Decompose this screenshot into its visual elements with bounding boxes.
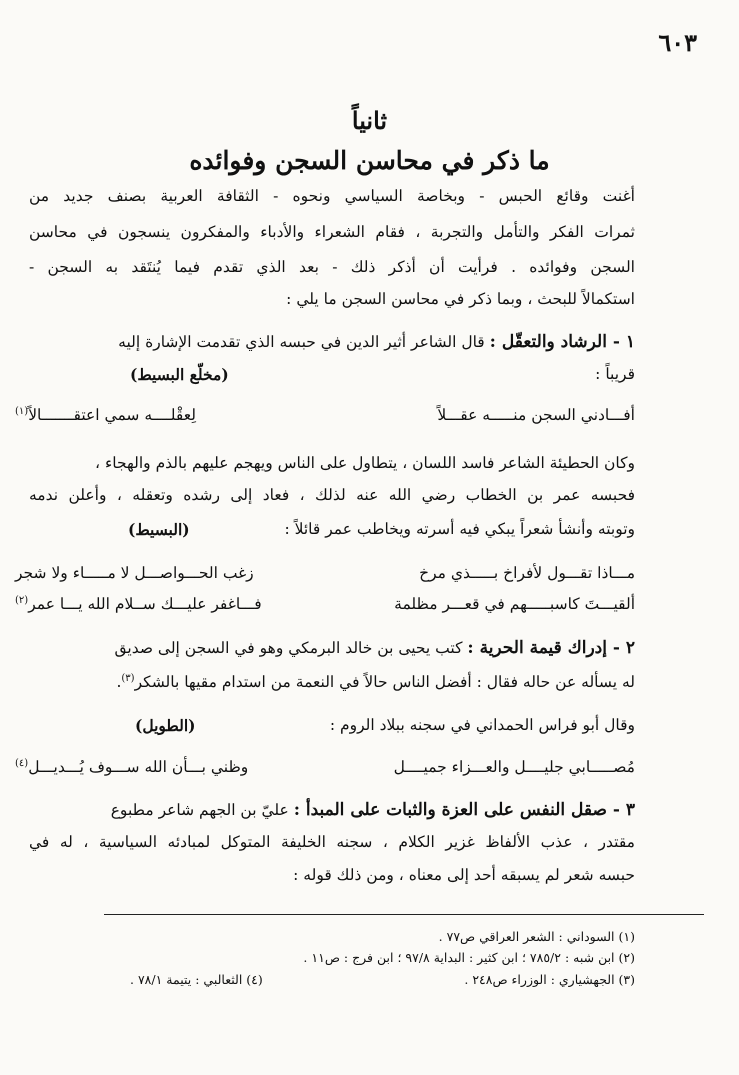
item1-meter-2: (البسيط) bbox=[128, 520, 190, 539]
hutayah-line-1: وكان الحطيئة الشاعر فاسد اللسان ، يتطاول على الناس ويهجم عليهم بالذم والهجاء ، bbox=[95, 454, 635, 472]
footnote-1: (١) السوداني : الشعر العراقي ص٧٧ . bbox=[438, 929, 635, 944]
footnote-4: (٤) الثعالبي : يتيمة ٧٨/١ . bbox=[130, 972, 263, 987]
item1-second-line: قريباً : bbox=[595, 365, 635, 383]
intro-line-2: ثمرات الفكر والتأمل والتجربة ، فقام الشعراء والأدباء والمفكرون ينسجون في محاسن bbox=[29, 223, 635, 241]
intro-line-3: السجن وفوائده . فرأيت أن أذكر ذلك - بعد الذي تقدم فيما يُنتَقد به السجن - bbox=[29, 258, 635, 276]
hutayah-verse-1-second: زغب الحـــواصـــل لا مـــــاء ولا شجر bbox=[15, 564, 254, 582]
item2-text: كتب يحيى بن خالد البرمكي وهو في السجن إلى صديق bbox=[114, 639, 463, 657]
item2-title: ٢ - إدراك قيمة الحرية : bbox=[467, 638, 635, 658]
footnote-2: (٢) ابن شبه : ٧٨٥/٢ ؛ ابن كثير : البداية ٩٧/٨ ؛ ابن فرج : ص١١ . bbox=[303, 950, 635, 965]
intro-line-1: أغنت وقائع الحبس - وبخاصة السياسي ونحوه - الثقافة العربية بصنف جديد من bbox=[29, 187, 635, 205]
intro-line-4: استكمالاً للبحث ، وبما ذكر في محاسن السجن ما يلي : bbox=[286, 290, 635, 308]
item2-first-line bbox=[29, 638, 635, 658]
footnote-ref-2: (٢) bbox=[15, 595, 29, 606]
item1-verse bbox=[15, 406, 635, 434]
item3-title: ٣ - صقل النفس على العزة والثبات على المبدأ : bbox=[293, 800, 635, 820]
abu-firas-verse-second: وظني بـــأن الله ســـوف يُـــديـــل$^{(٤)}$ bbox=[15, 758, 249, 777]
hutayah-verse-2-second: فـــاغفر عليـــك ســلام الله يـــا عمر$^{(٢)}$ bbox=[15, 595, 262, 614]
item1-text: قال الشاعر أثير الدين في حبسه الذي تقدمت الإشارة إليه bbox=[118, 333, 485, 351]
footnote-divider bbox=[104, 914, 704, 915]
item3-second-line: مقتدر ، عذب الألفاظ غزير الكلام ، سجنه الخليفة المتوكل لمبادئه السياسية ، له في bbox=[29, 833, 635, 851]
section-heading: ثانياً bbox=[351, 106, 388, 135]
footnote-3: (٣) الجهشياري : الوزراء ص٢٤٨ . bbox=[464, 972, 635, 987]
footnote-ref-3: (٣) bbox=[121, 673, 135, 684]
item1-verse-first-hemistich: أفـــادني السجن منـــــه عقـــلاً bbox=[437, 406, 635, 424]
item1-meter: (مخلّع البسيط) bbox=[130, 365, 229, 384]
item1-title: ١ - الرشاد والتعقّل : bbox=[489, 332, 635, 352]
hutayah-line-2: فحبسه عمر بن الخطاب رضي الله عنه لذلك ، فعاد إلى رشده وتعقله ، وأعلن ندمه bbox=[29, 486, 635, 504]
abu-firas-intro: وقال أبو فراس الحمداني في سجنه ببلاد الروم : bbox=[329, 716, 635, 734]
item1-verse-second-hemistich: لِعقْلــــه سمي اعتقـــــــالاً$^{(١)}$ bbox=[15, 406, 196, 425]
footnote-ref-4: (٤) bbox=[15, 758, 29, 769]
hutayah-verse-2 bbox=[15, 595, 635, 623]
item2-second-line: له يسأله عن حاله فقال : أفضل الناس حالاً في النعمة من استدام مقيها بالشكر$^{(٣)}$. bbox=[116, 673, 635, 692]
hutayah-verse-1 bbox=[15, 564, 635, 592]
hutayah-verse-1-first: مـــاذا تقـــول لأفراخ بـــــذي مرخ bbox=[419, 564, 635, 582]
item3-text: عليّ بن الجهم شاعر مطبوع bbox=[110, 801, 289, 819]
hutayah-verse-2-first: ألقيـــتَ كاسبـــــهم في قعـــر مظلمة bbox=[394, 595, 635, 613]
item2-meter: (الطويل) bbox=[135, 716, 196, 735]
item3-third-line: حبسه شعر لم يسبقه أحد إلى معناه ، ومن ذلك قوله : bbox=[293, 866, 635, 884]
item3-first-line bbox=[29, 800, 635, 820]
page-number: ٦٠٣ bbox=[658, 28, 697, 57]
abu-firas-verse bbox=[15, 758, 635, 786]
hutayah-line-3: وتوبته وأنشأ شعراً يبكي فيه أسرته ويخاطب عمر قائلاً : bbox=[284, 520, 635, 538]
footnote-ref-1: (١) bbox=[15, 406, 29, 417]
item1-first-line bbox=[29, 332, 635, 352]
abu-firas-verse-first: مُصـــــابي جليــــل والعـــزاء جميــــل bbox=[393, 758, 635, 776]
section-title: ما ذكر في محاسن السجن وفوائده bbox=[189, 146, 550, 175]
